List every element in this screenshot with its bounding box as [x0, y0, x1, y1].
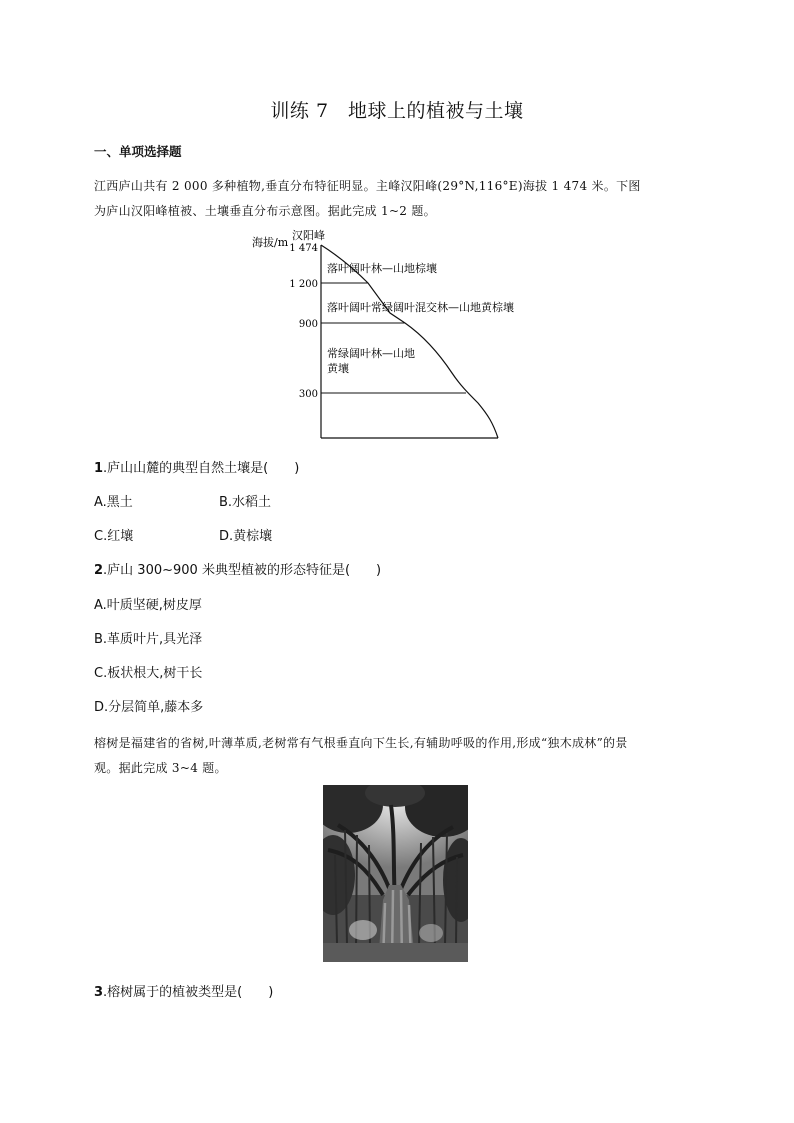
question-1-number: 1 [94, 461, 104, 476]
q1-option-d[interactable]: D.黄棕壤 [219, 529, 273, 544]
q2-option-b[interactable]: B.革质叶片,具光泽 [94, 632, 203, 647]
axis-label: 海拔/m [252, 236, 289, 249]
question-3 [94, 981, 273, 1000]
zone-label-2: 落叶阔叶常绿阔叶混交林—山地黄棕壤 [327, 301, 514, 314]
passage-1-line-2: 为庐山汉阳峰植被、土壤垂直分布示意图。据此完成 1~2 题。 [94, 204, 436, 218]
question-1 [94, 457, 299, 476]
question-1-text: .庐山山麓的典型自然土壤是( ) [103, 461, 300, 476]
q2-option-d[interactable]: D.分层简单,藤本多 [94, 700, 204, 715]
passage-1-line-1: 江西庐山共有 2 000 多种植物,垂直分布特征明显。主峰汉阳峰(29°N,116°E)海拔 1 474 米。下图 [94, 179, 641, 193]
section-heading: 一、单项选择题 [94, 144, 182, 159]
q1-option-c[interactable]: C.红壤 [94, 529, 134, 544]
q2-option-a[interactable]: A.叶质坚硬,树皮厚 [94, 598, 202, 613]
page-title: 训练 7 地球上的植被与土壤 [270, 100, 524, 122]
passage-2-line-1: 榕树是福建省的省树,叶薄革质,老树常有气根垂直向下生长,有辅助呼吸的作用,形成“独木成林”的景 [94, 736, 628, 750]
q2-option-c[interactable]: C.板状根大,树干长 [94, 666, 203, 681]
passage-2 [94, 731, 704, 781]
passage-2-line-2: 观。据此完成 3~4 题。 [94, 761, 227, 775]
peak-label: 汉阳峰 [292, 229, 325, 242]
banyan-tree-photo [323, 785, 468, 962]
vertical-zonation-diagram [240, 225, 560, 445]
question-2 [94, 559, 381, 578]
zone-label-1: 落叶阔叶林—山地棕壤 [327, 262, 437, 275]
question-3-number: 3 [94, 985, 104, 1000]
tick-900: 900 [298, 319, 318, 330]
question-3-text: .榕树属于的植被类型是( ) [103, 985, 274, 1000]
question-2-number: 2 [94, 563, 104, 578]
question-2-text: .庐山 300~900 米典型植被的形态特征是( ) [103, 563, 382, 578]
q1-option-b[interactable]: B.水稻土 [219, 495, 272, 510]
zone-label-3a: 常绿阔叶林—山地 [327, 347, 415, 360]
q1-option-a[interactable]: A.黑土 [94, 495, 133, 510]
tick-300: 300 [298, 389, 318, 400]
passage-1 [94, 174, 704, 224]
tick-1200: 1 200 [289, 279, 318, 290]
zone-label-3b: 黄壤 [327, 362, 349, 375]
tick-1474: 1 474 [289, 243, 318, 254]
